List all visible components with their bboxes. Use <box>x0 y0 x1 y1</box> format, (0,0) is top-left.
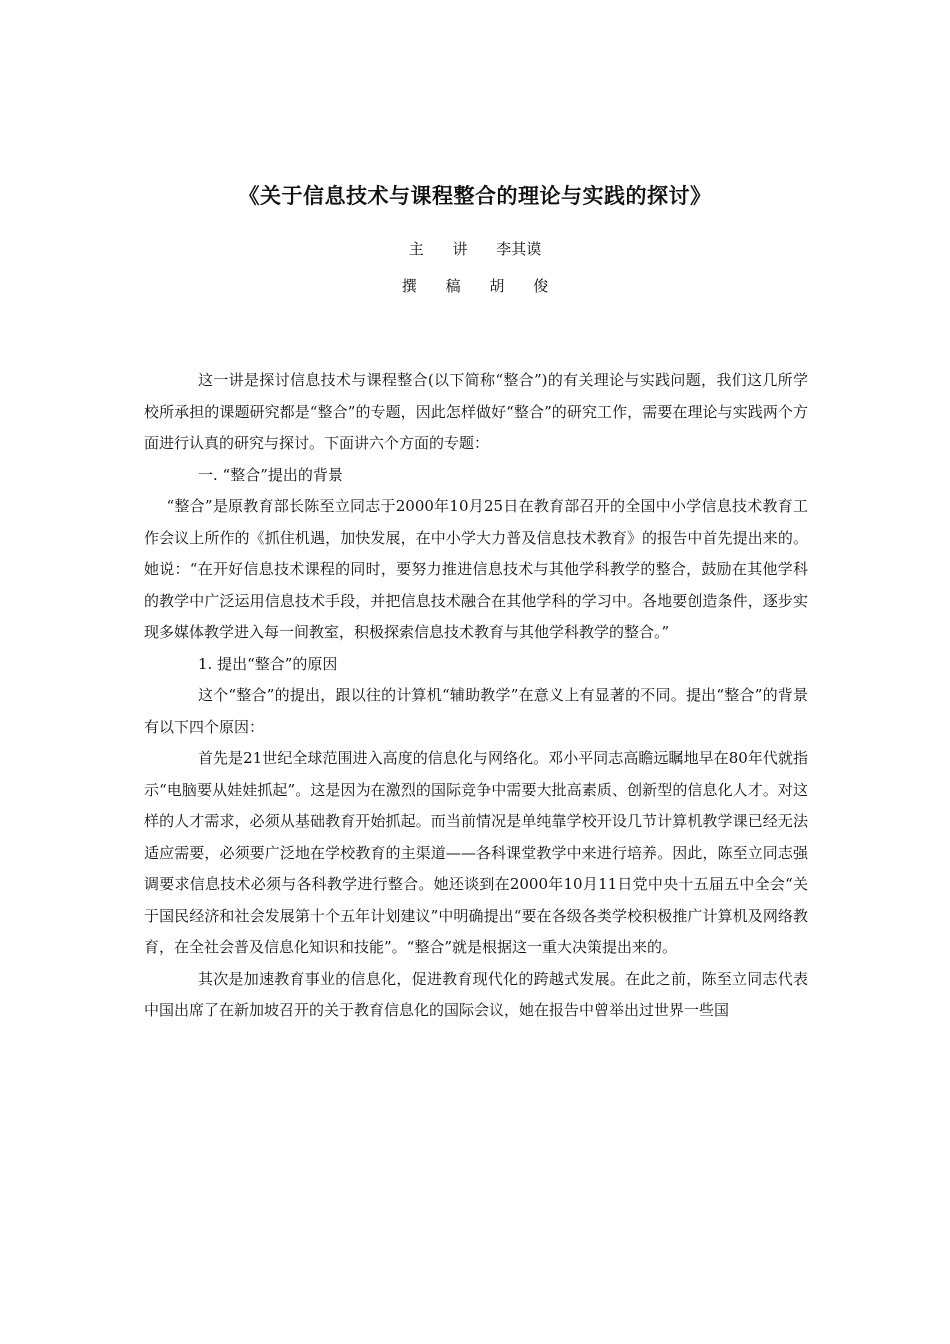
document-body <box>144 365 808 1027</box>
paragraph-background: “整合”是原教育部长陈至立同志于2000年10月25日在教育部召开的全国中小学信息技术教育工作会议上所作的《抓住机遇，加快发展，在中小学大力普及信息技术教育》的报告中首先提出来的。她说：“在开好信息技术课程的同时，要努力推进信息技术与其他学科教学的整合，鼓励在其他学科的教学中广泛运用信息技术手段，并把信息技术融合在其他学科的学习中。各地要创造条件，逐步实现多媒体教学进入每一间教室，积极探索信息技术教育与其他学科教学的整合。” <box>144 497 808 641</box>
writer-role-1: 撰 <box>401 277 417 295</box>
paragraph-second-reason: 其次是加速教育事业的信息化，促进教育现代化的跨越式发展。在此之前，陈至立同志代表中国出席了在新加坡召开的关于教育信息化的国际会议，她在报告中曾举出过世界一些国 <box>144 969 808 1019</box>
lecturer-role-1: 主 <box>408 240 424 258</box>
subsection-heading-1: 1. 提出“整合”的原因 <box>198 654 338 673</box>
section-heading-1: 一. “整合”提出的背景 <box>198 465 343 484</box>
paragraph-intro: 这一讲是探讨信息技术与课程整合(以下简称“整合”)的有关理论与实践问题，我们这几所学校所承担的课题研究都是“整合”的专题，因此怎样做好“整合”的研究工作，需要在理论与实践两个方面进行认真的研究与探讨。下面讲六个方面的专题： <box>144 371 808 452</box>
writer-name-2: 俊 <box>533 277 549 295</box>
document-title: 《关于信息技术与课程整合的理论与实践的探讨》 <box>238 183 712 208</box>
lecturer-line <box>0 238 950 259</box>
writer-name-1: 胡 <box>489 277 505 295</box>
lecturer-role-2: 讲 <box>452 240 468 258</box>
paragraph-reasons: 这个“整合”的提出，跟以往的计算机“辅助教学”在意义上有显著的不同。提出“整合”的背景有以下四个原因： <box>144 686 808 736</box>
writer-line <box>0 275 950 296</box>
writer-role-2: 稿 <box>445 277 461 295</box>
lecturer-name: 李其谟 <box>496 240 542 258</box>
paragraph-first-reason: 首先是21世纪全球范围进入高度的信息化与网络化。邓小平同志高瞻远瞩地早在80年代就指示“电脑要从娃娃抓起”。这是因为在激烈的国际竞争中需要大批高素质、创新型的信息化人才。对这样的人才需求，必须从基础教育开始抓起。而当前情况是单纯靠学校开设几节计算机教学课已经无法适应需要，必须要广泛地在学校教育的主渠道——各科课堂教学中来进行培养。因此，陈至立同志强调要求信息技术必须与各科教学进行整合。她还谈到在2000年10月11日党中央十五届五中全会“关于国民经济和社会发展第十个五年计划建议”中明确提出“要在各级各类学校积极推广计算机及网络教育，在全社会普及信息化知识和技能”。“整合”就是根据这一重大决策提出来的。 <box>144 749 808 956</box>
